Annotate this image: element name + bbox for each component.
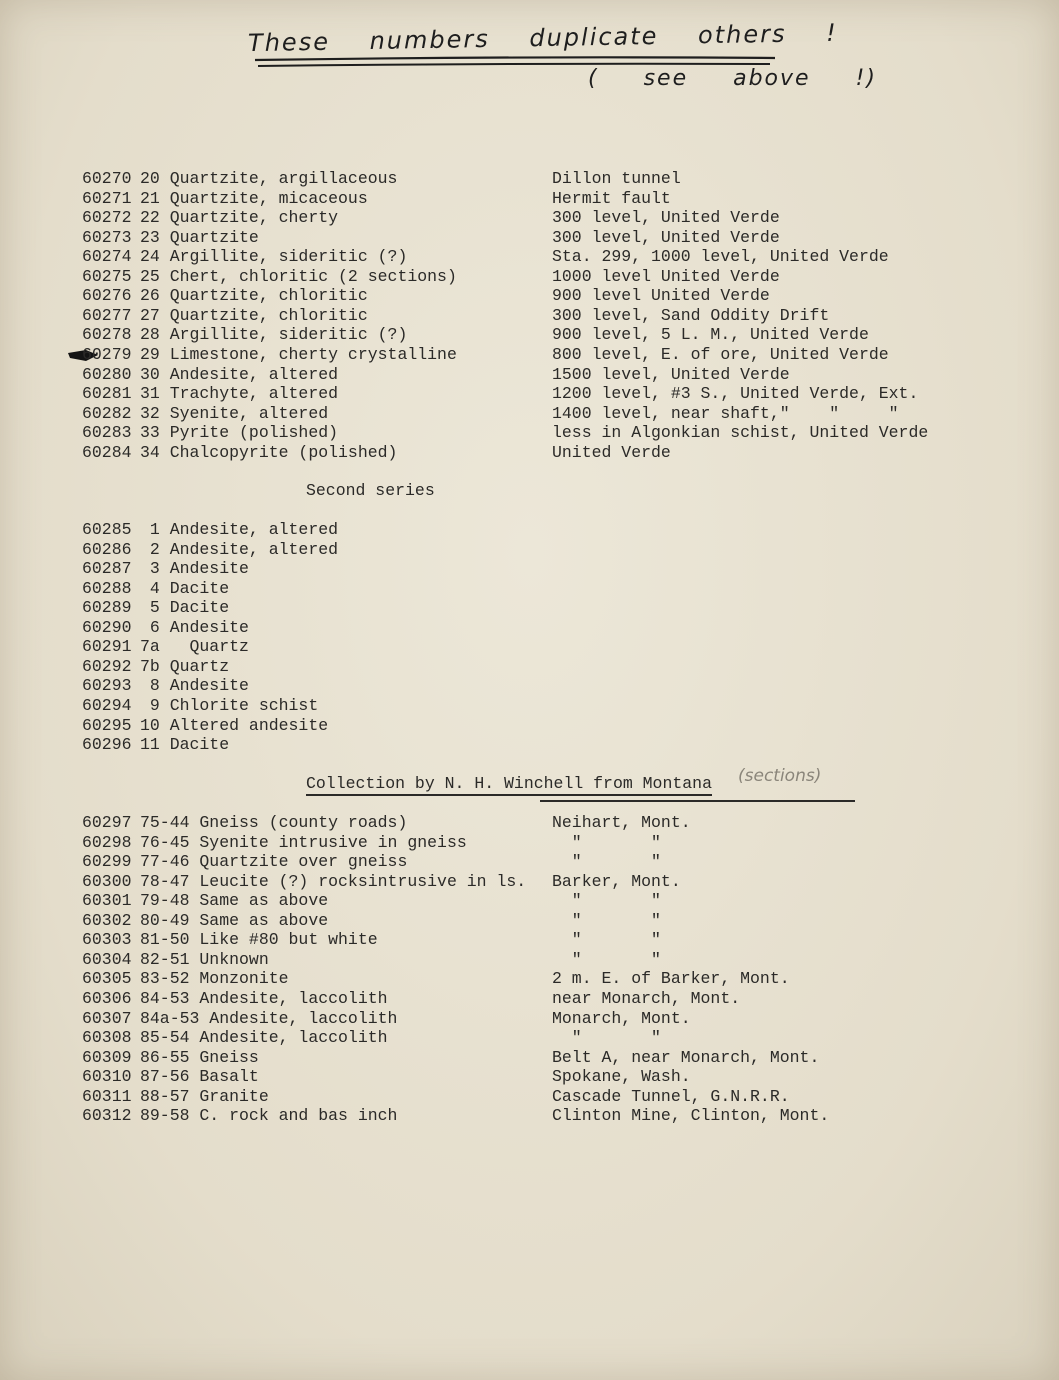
- specimen-description: 7b Quartz: [140, 656, 230, 676]
- specimen-description: 6 Andesite: [140, 617, 249, 637]
- section2-title: Second series: [306, 481, 435, 500]
- catalog-number: 60288: [82, 578, 132, 598]
- specimen-location: Cascade Tunnel, G.N.R.R.: [552, 1086, 790, 1106]
- catalog-number: 60286: [82, 539, 132, 559]
- specimen-description: 26 Quartzite, chloritic: [140, 286, 368, 306]
- specimen-description: 86-55 Gneiss: [140, 1047, 259, 1067]
- table-row: [82, 169, 982, 189]
- specimen-location: Neihart, Mont.: [552, 813, 691, 832]
- table-row: [82, 813, 982, 833]
- specimen-description: 11 Dacite: [140, 735, 230, 755]
- specimen-location: " ": [552, 852, 661, 872]
- table-row: [82, 833, 982, 853]
- catalog-number: 60292: [82, 656, 132, 676]
- table-row: [82, 657, 982, 677]
- table-row: [82, 384, 982, 404]
- specimen-description: 23 Quartzite: [140, 227, 259, 247]
- table-row: [82, 325, 982, 345]
- specimen-location: " ": [552, 1028, 661, 1048]
- catalog-number: 60310: [82, 1067, 132, 1087]
- section3-title-underline: [540, 800, 855, 802]
- specimen-location: Dillon tunnel: [552, 169, 681, 188]
- specimen-description: 21 Quartzite, micaceous: [140, 188, 368, 208]
- specimen-description: 27 Quartzite, chloritic: [140, 305, 368, 325]
- table-row: [82, 443, 982, 463]
- catalog-number: 60280: [82, 364, 132, 384]
- specimen-location: Sta. 299, 1000 level, United Verde: [552, 247, 889, 267]
- catalog-number: 60275: [82, 266, 132, 286]
- specimen-description: 5 Dacite: [140, 598, 230, 618]
- table-row: [82, 950, 982, 970]
- specimen-description: 82-51 Unknown: [140, 949, 269, 969]
- catalog-number: 60272: [82, 208, 132, 228]
- table-row: [82, 208, 982, 228]
- catalog-number: 60287: [82, 559, 132, 579]
- specimen-location: " ": [552, 930, 661, 950]
- specimen-location: near Monarch, Mont.: [552, 988, 741, 1008]
- table-row: [82, 306, 982, 326]
- catalog-number: 60309: [82, 1047, 132, 1067]
- table-row: [82, 989, 982, 1009]
- table-row: [82, 286, 982, 306]
- catalog-number: 60300: [82, 871, 132, 891]
- specimen-description: 83-52 Monzonite: [140, 969, 289, 989]
- table-row: [82, 676, 982, 696]
- specimen-description: 8 Andesite: [140, 676, 249, 696]
- handwritten-note-line1: These numbers duplicate others !: [247, 18, 838, 58]
- specimen-location: Clinton Mine, Clinton, Mont.: [552, 1106, 830, 1126]
- specimen-description: 84-53 Andesite, laccolith: [140, 988, 388, 1008]
- table-row: [82, 735, 982, 755]
- specimen-description: 31 Trachyte, altered: [140, 384, 339, 404]
- specimen-description: 24 Argillite, sideritic (?): [140, 247, 408, 267]
- specimen-description: 87-56 Basalt: [140, 1067, 259, 1087]
- table-row: [82, 911, 982, 931]
- catalog-number: 60273: [82, 227, 132, 247]
- catalog-number: 60297: [82, 813, 132, 832]
- specimen-description: 1 Andesite, altered: [140, 520, 339, 539]
- table-row: [82, 696, 982, 716]
- catalog-number: 60301: [82, 891, 132, 911]
- catalog-number: 60306: [82, 988, 132, 1008]
- specimen-location: 300 level, United Verde: [552, 208, 780, 228]
- specimen-location: 900 level, 5 L. M., United Verde: [552, 325, 869, 345]
- specimen-location: 1500 level, United Verde: [552, 364, 790, 384]
- catalog-number: 60278: [82, 325, 132, 345]
- catalog-number: 60295: [82, 715, 132, 735]
- table-row: [82, 930, 982, 950]
- specimen-description: 79-48 Same as above: [140, 891, 329, 911]
- specimen-description: 76-45 Syenite intrusive in gneiss: [140, 832, 467, 852]
- table-row: [82, 228, 982, 248]
- specimen-location: 300 level, United Verde: [552, 227, 780, 247]
- catalog-number: 60284: [82, 442, 132, 462]
- catalog-number: 60293: [82, 676, 132, 696]
- table-row: [82, 579, 982, 599]
- catalog-number: 60296: [82, 735, 132, 755]
- specimen-description: 28 Argillite, sideritic (?): [140, 325, 408, 345]
- catalog-number: 60303: [82, 930, 132, 950]
- specimen-location: " ": [552, 910, 661, 930]
- catalog-number: 60298: [82, 832, 132, 852]
- specimen-location: less in Algonkian schist, United Verde: [552, 423, 929, 443]
- specimen-location: 300 level, Sand Oddity Drift: [552, 305, 830, 325]
- specimen-location: Spokane, Wash.: [552, 1067, 691, 1087]
- specimen-description: 7a Quartz: [140, 637, 249, 657]
- catalog-number: 60299: [82, 852, 132, 872]
- table-row: [82, 618, 982, 638]
- catalog-number: 60305: [82, 969, 132, 989]
- specimen-description: 77-46 Quartzite over gneiss: [140, 852, 408, 872]
- specimen-description: 4 Dacite: [140, 578, 230, 598]
- specimen-description: 10 Altered andesite: [140, 715, 329, 735]
- specimen-description: 30 Andesite, altered: [140, 364, 339, 384]
- specimen-description: 25 Chert, chloritic (2 sections): [140, 266, 457, 286]
- specimen-description: 78-47 Leucite (?) rocksintrusive in ls.: [140, 871, 527, 891]
- table-row: [82, 872, 982, 892]
- specimen-location: 2 m. E. of Barker, Mont.: [552, 969, 790, 989]
- catalog-number: 60294: [82, 695, 132, 715]
- table-row: [82, 345, 982, 365]
- catalog-number: 60281: [82, 384, 132, 404]
- table-row: [82, 1067, 982, 1087]
- table-row: [82, 365, 982, 385]
- catalog-number: 60307: [82, 1008, 132, 1028]
- catalog-number: 60308: [82, 1028, 132, 1048]
- specimen-description: 20 Quartzite, argillaceous: [140, 169, 398, 188]
- catalog-number: 60283: [82, 423, 132, 443]
- specimen-description: 88-57 Granite: [140, 1086, 269, 1106]
- table-row: [82, 598, 982, 618]
- catalog-number: 60304: [82, 949, 132, 969]
- catalog-number: 60277: [82, 305, 132, 325]
- specimen-location: 1200 level, #3 S., United Verde, Ext.: [552, 384, 919, 404]
- catalog-number: 60312: [82, 1106, 132, 1126]
- specimen-location: Monarch, Mont.: [552, 1008, 691, 1028]
- specimen-location: Belt A, near Monarch, Mont.: [552, 1047, 820, 1067]
- specimen-location: Hermit fault: [552, 188, 671, 208]
- specimen-description: 80-49 Same as above: [140, 910, 329, 930]
- table-row: [82, 1009, 982, 1029]
- section3-title: Collection by N. H. Winchell from Montana: [306, 774, 712, 796]
- catalog-number: 60279: [82, 344, 132, 364]
- specimen-description: 29 Limestone, cherty crystalline: [140, 344, 457, 364]
- table-row: [82, 891, 982, 911]
- catalog-number: 60285: [82, 520, 132, 539]
- catalog-number: 60276: [82, 286, 132, 306]
- specimen-location: 900 level United Verde: [552, 286, 770, 306]
- table-row: [82, 189, 982, 209]
- specimen-location: 1000 level United Verde: [552, 266, 780, 286]
- specimen-description: 34 Chalcopyrite (polished): [140, 442, 398, 462]
- specimen-location: Barker, Mont.: [552, 871, 681, 891]
- specimen-location: 800 level, E. of ore, United Verde: [552, 344, 889, 364]
- catalog-number: 60311: [82, 1086, 132, 1106]
- specimen-description: 84a-53 Andesite, laccolith: [140, 1008, 398, 1028]
- catalog-number: 60274: [82, 247, 132, 267]
- specimen-location: " ": [552, 949, 661, 969]
- section3-title-note: (sections): [738, 766, 822, 786]
- specimen-location: " ": [552, 891, 661, 911]
- catalog-number: 60282: [82, 403, 132, 423]
- table-row: [82, 1106, 982, 1126]
- specimen-description: 81-50 Like #80 but white: [140, 930, 378, 950]
- specimen-description: 33 Pyrite (polished): [140, 423, 339, 443]
- catalog-number: 60271: [82, 188, 132, 208]
- specimen-location: United Verde: [552, 442, 671, 462]
- table-row: [82, 852, 982, 872]
- specimen-description: 89-58 C. rock and bas inch: [140, 1106, 398, 1126]
- table-row: [82, 1028, 982, 1048]
- catalog-number: 60289: [82, 598, 132, 618]
- table-row: [82, 716, 982, 736]
- catalog-number: 60270: [82, 169, 132, 188]
- table-row: [82, 423, 982, 443]
- table-row: [82, 404, 982, 424]
- specimen-description: 3 Andesite: [140, 559, 249, 579]
- table-row: [82, 247, 982, 267]
- specimen-location: 1400 level, near shaft," " ": [552, 403, 899, 423]
- specimen-description: 2 Andesite, altered: [140, 539, 339, 559]
- table-row: [82, 540, 982, 560]
- table-row: [82, 1087, 982, 1107]
- specimen-description: 85-54 Andesite, laccolith: [140, 1028, 388, 1048]
- specimen-description: 9 Chlorite schist: [140, 695, 319, 715]
- table-row: [82, 969, 982, 989]
- specimen-location: " ": [552, 832, 661, 852]
- specimen-description: 75-44 Gneiss (county roads): [140, 813, 408, 832]
- specimen-description: 32 Syenite, altered: [140, 403, 329, 423]
- table-row: [82, 520, 982, 540]
- handwritten-note-line2: ( see above !): [588, 66, 877, 91]
- table-row: [82, 559, 982, 579]
- specimen-description: 22 Quartzite, cherty: [140, 208, 339, 228]
- catalog-number: 60302: [82, 910, 132, 930]
- catalog-number: 60290: [82, 617, 132, 637]
- table-row: [82, 1048, 982, 1068]
- catalog-number: 60291: [82, 637, 132, 657]
- table-row: [82, 637, 982, 657]
- table-row: [82, 267, 982, 287]
